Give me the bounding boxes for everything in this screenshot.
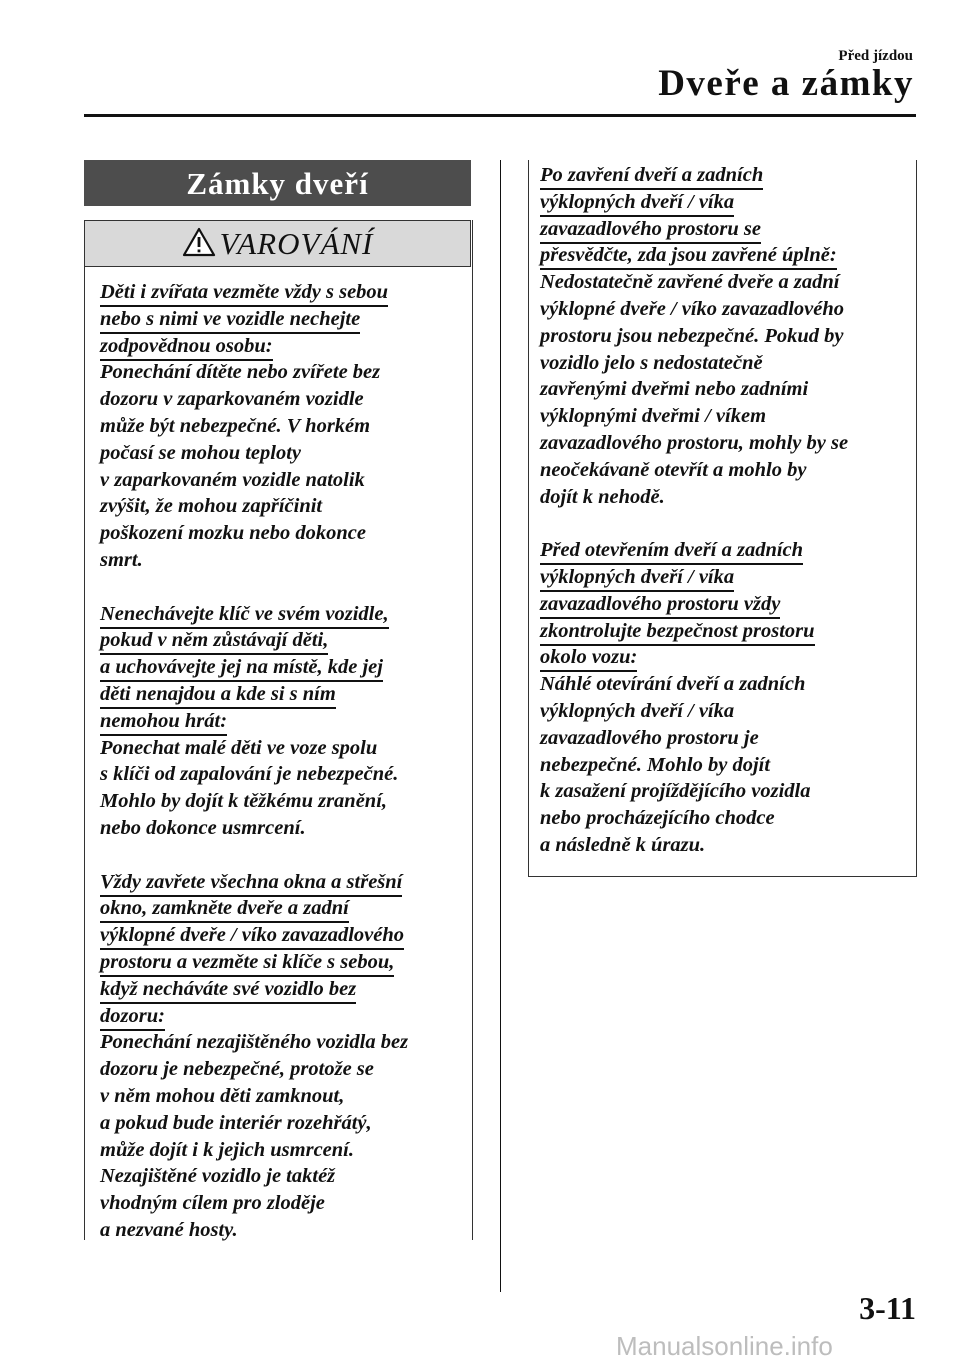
warning-body-line: Nezajištěné vozidlo je taktéž bbox=[100, 1165, 336, 1188]
warning-banner bbox=[84, 220, 471, 267]
warning-heading-line bbox=[100, 976, 408, 1003]
warning-heading-line bbox=[100, 869, 408, 896]
warning-body-line: nebezpečné. Mohlo by dojít bbox=[540, 753, 771, 776]
underlined-heading-text: zkontrolujte bezpečnost prostoru bbox=[540, 620, 815, 646]
warning-text-left bbox=[100, 279, 408, 1244]
warning-body-line: poškození mozku nebo dokonce bbox=[100, 522, 366, 545]
warning-body-line: dozoru je nebezpečné, protože se bbox=[100, 1058, 374, 1081]
warning-text-right bbox=[540, 162, 848, 859]
underlined-heading-text: nemohou hrát: bbox=[100, 710, 227, 736]
header-title: Dveře a zámky bbox=[658, 63, 914, 104]
warning-heading-line bbox=[540, 189, 848, 216]
warning-heading-line bbox=[540, 242, 848, 269]
warning-heading-line bbox=[540, 216, 848, 243]
warning-heading-line bbox=[100, 1003, 408, 1030]
underlined-heading-text: výklopné dveře / víko zavazadlového bbox=[100, 924, 404, 950]
warning-label: VAROVÁNÍ bbox=[219, 225, 374, 261]
warning-heading-line bbox=[540, 644, 848, 671]
warning-body-line: a následně k úrazu. bbox=[540, 833, 706, 856]
warning-body-line: výklopných dveří / víka bbox=[540, 699, 735, 722]
warning-body-line: Mohlo by dojít k těžkému zranění, bbox=[100, 790, 388, 813]
underlined-heading-text: Vždy zavřete všechna okna a střešní bbox=[100, 871, 402, 897]
underlined-heading-text: dozoru: bbox=[100, 1005, 165, 1031]
section-title: Zámky dveří bbox=[84, 160, 471, 206]
warning-body-line: nebo procházejícího chodce bbox=[540, 807, 775, 830]
underlined-heading-text: pokud v něm zůstávají děti, bbox=[100, 629, 328, 655]
warning-heading-line bbox=[100, 922, 408, 949]
warning-heading-line bbox=[100, 681, 408, 708]
warning-body-line: s klíči od zapalování je nebezpečné. bbox=[100, 763, 399, 786]
warning-body-line: smrt. bbox=[100, 548, 143, 571]
warning-heading-line bbox=[100, 601, 408, 628]
paragraph-gap bbox=[100, 574, 408, 601]
underlined-heading-text: Děti i zvířata vezměte vždy s sebou bbox=[100, 281, 388, 307]
warning-heading-line bbox=[100, 654, 408, 681]
underlined-heading-text: Před otevřením dveří a zadních bbox=[540, 539, 803, 565]
warning-body-line: může dojít i k jejich usmrcení. bbox=[100, 1138, 354, 1161]
warning-heading-line bbox=[540, 618, 848, 645]
underlined-heading-text: výklopných dveří / víka bbox=[540, 566, 734, 592]
underlined-heading-text: zavazadlového prostoru se bbox=[540, 218, 761, 244]
warning-heading-line bbox=[100, 279, 408, 306]
warning-body-line: dozoru v zaparkovaném vozidle bbox=[100, 388, 364, 411]
warning-body-line: Náhlé otevírání dveří a zadních bbox=[540, 673, 806, 696]
underlined-heading-text: děti nenajdou a kde si s ním bbox=[100, 683, 336, 709]
warning-heading-line bbox=[540, 564, 848, 591]
section-bar-wrapper bbox=[84, 160, 471, 206]
underlined-heading-text: prostoru a vezměte si klíče s sebou, bbox=[100, 951, 394, 977]
underlined-heading-text: zodpovědnou osobu: bbox=[100, 335, 273, 361]
underlined-heading-text: výklopných dveří / víka bbox=[540, 191, 734, 217]
warning-body-line: a nezvané hosty. bbox=[100, 1218, 238, 1241]
paragraph-gap bbox=[100, 842, 408, 869]
warning-heading-line bbox=[540, 537, 848, 564]
warning-heading-line bbox=[100, 708, 408, 735]
warning-heading-line bbox=[540, 162, 848, 189]
warning-body-line: zvýšit, že mohou zapříčinit bbox=[100, 495, 323, 518]
underlined-heading-text: když necháváte své vozidlo bez bbox=[100, 978, 356, 1004]
warning-body-line: počasí se mohou teploty bbox=[100, 441, 302, 464]
warning-body-line: Ponechání nezajištěného vozidla bez bbox=[100, 1031, 409, 1054]
warning-body-line: a pokud bude interiér rozehřátý, bbox=[100, 1111, 372, 1134]
warning-heading-line bbox=[100, 949, 408, 976]
warning-heading-line bbox=[100, 627, 408, 654]
underlined-heading-text: nebo s nimi ve vozidle nechejte bbox=[100, 308, 360, 334]
underlined-heading-text: zavazadlového prostoru vždy bbox=[540, 593, 780, 619]
warning-body-line: vozidlo jelo s nedostatečně bbox=[540, 351, 763, 374]
warning-heading-line bbox=[100, 306, 408, 333]
warning-body-line: k zasažení projíždějícího vozidla bbox=[540, 780, 811, 803]
warning-body-line: výklopnými dveřmi / víkem bbox=[540, 405, 767, 428]
warning-heading-line bbox=[100, 895, 408, 922]
page-number: 3-11 bbox=[859, 1290, 916, 1326]
warning-body-line: zavazadlového prostoru je bbox=[540, 726, 759, 749]
warning-heading-line bbox=[540, 591, 848, 618]
warning-body-line: může být nebezpečné. V horkém bbox=[100, 414, 371, 437]
underlined-heading-text: přesvědčte, zda jsou zavřené úplně: bbox=[540, 244, 837, 270]
warning-body-line: v něm mohou děti zamknout, bbox=[100, 1084, 345, 1107]
warning-body-line: Nedostatečně zavřené dveře a zadní bbox=[540, 271, 840, 294]
warning-body-line: zavazadlového prostoru, mohly by se bbox=[540, 431, 849, 454]
warning-body-line: nebo dokonce usmrcení. bbox=[100, 816, 306, 839]
underlined-heading-text: Nenechávejte klíč ve svém vozidle, bbox=[100, 603, 389, 629]
warning-body-line: dojít k nehodě. bbox=[540, 485, 665, 508]
warning-heading-line bbox=[100, 333, 408, 360]
warning-body-line: v zaparkovaném vozidle natolik bbox=[100, 468, 365, 491]
footer-watermark: Manualsonline.info bbox=[616, 1331, 833, 1361]
underlined-heading-text: okolo vozu: bbox=[540, 646, 637, 672]
warning-body-line: Ponechání dítěte nebo zvířete bez bbox=[100, 361, 381, 384]
warning-body-line: Ponechat malé děti ve voze spolu bbox=[100, 736, 378, 759]
warning-triangle-icon bbox=[182, 227, 216, 257]
warning-body-line: neočekávaně otevřít a mohlo by bbox=[540, 458, 807, 481]
paragraph-gap bbox=[540, 510, 848, 537]
header-rule bbox=[84, 114, 916, 117]
warning-body-line: výklopné dveře / víko zavazadlového bbox=[540, 297, 845, 320]
underlined-heading-text: a uchovávejte jej na místě, kde jej bbox=[100, 656, 383, 682]
column-divider bbox=[500, 160, 501, 1292]
warning-body-line: zavřenými dveřmi nebo zadními bbox=[540, 378, 809, 401]
underlined-heading-text: Po zavření dveří a zadních bbox=[540, 164, 763, 190]
warning-body-line: vhodným cílem pro zloděje bbox=[100, 1192, 325, 1215]
header-section: Před jízdou bbox=[838, 48, 913, 64]
underlined-heading-text: okno, zamkněte dveře a zadní bbox=[100, 897, 349, 923]
warning-body-line: prostoru jsou nebezpečné. Pokud by bbox=[540, 324, 844, 347]
